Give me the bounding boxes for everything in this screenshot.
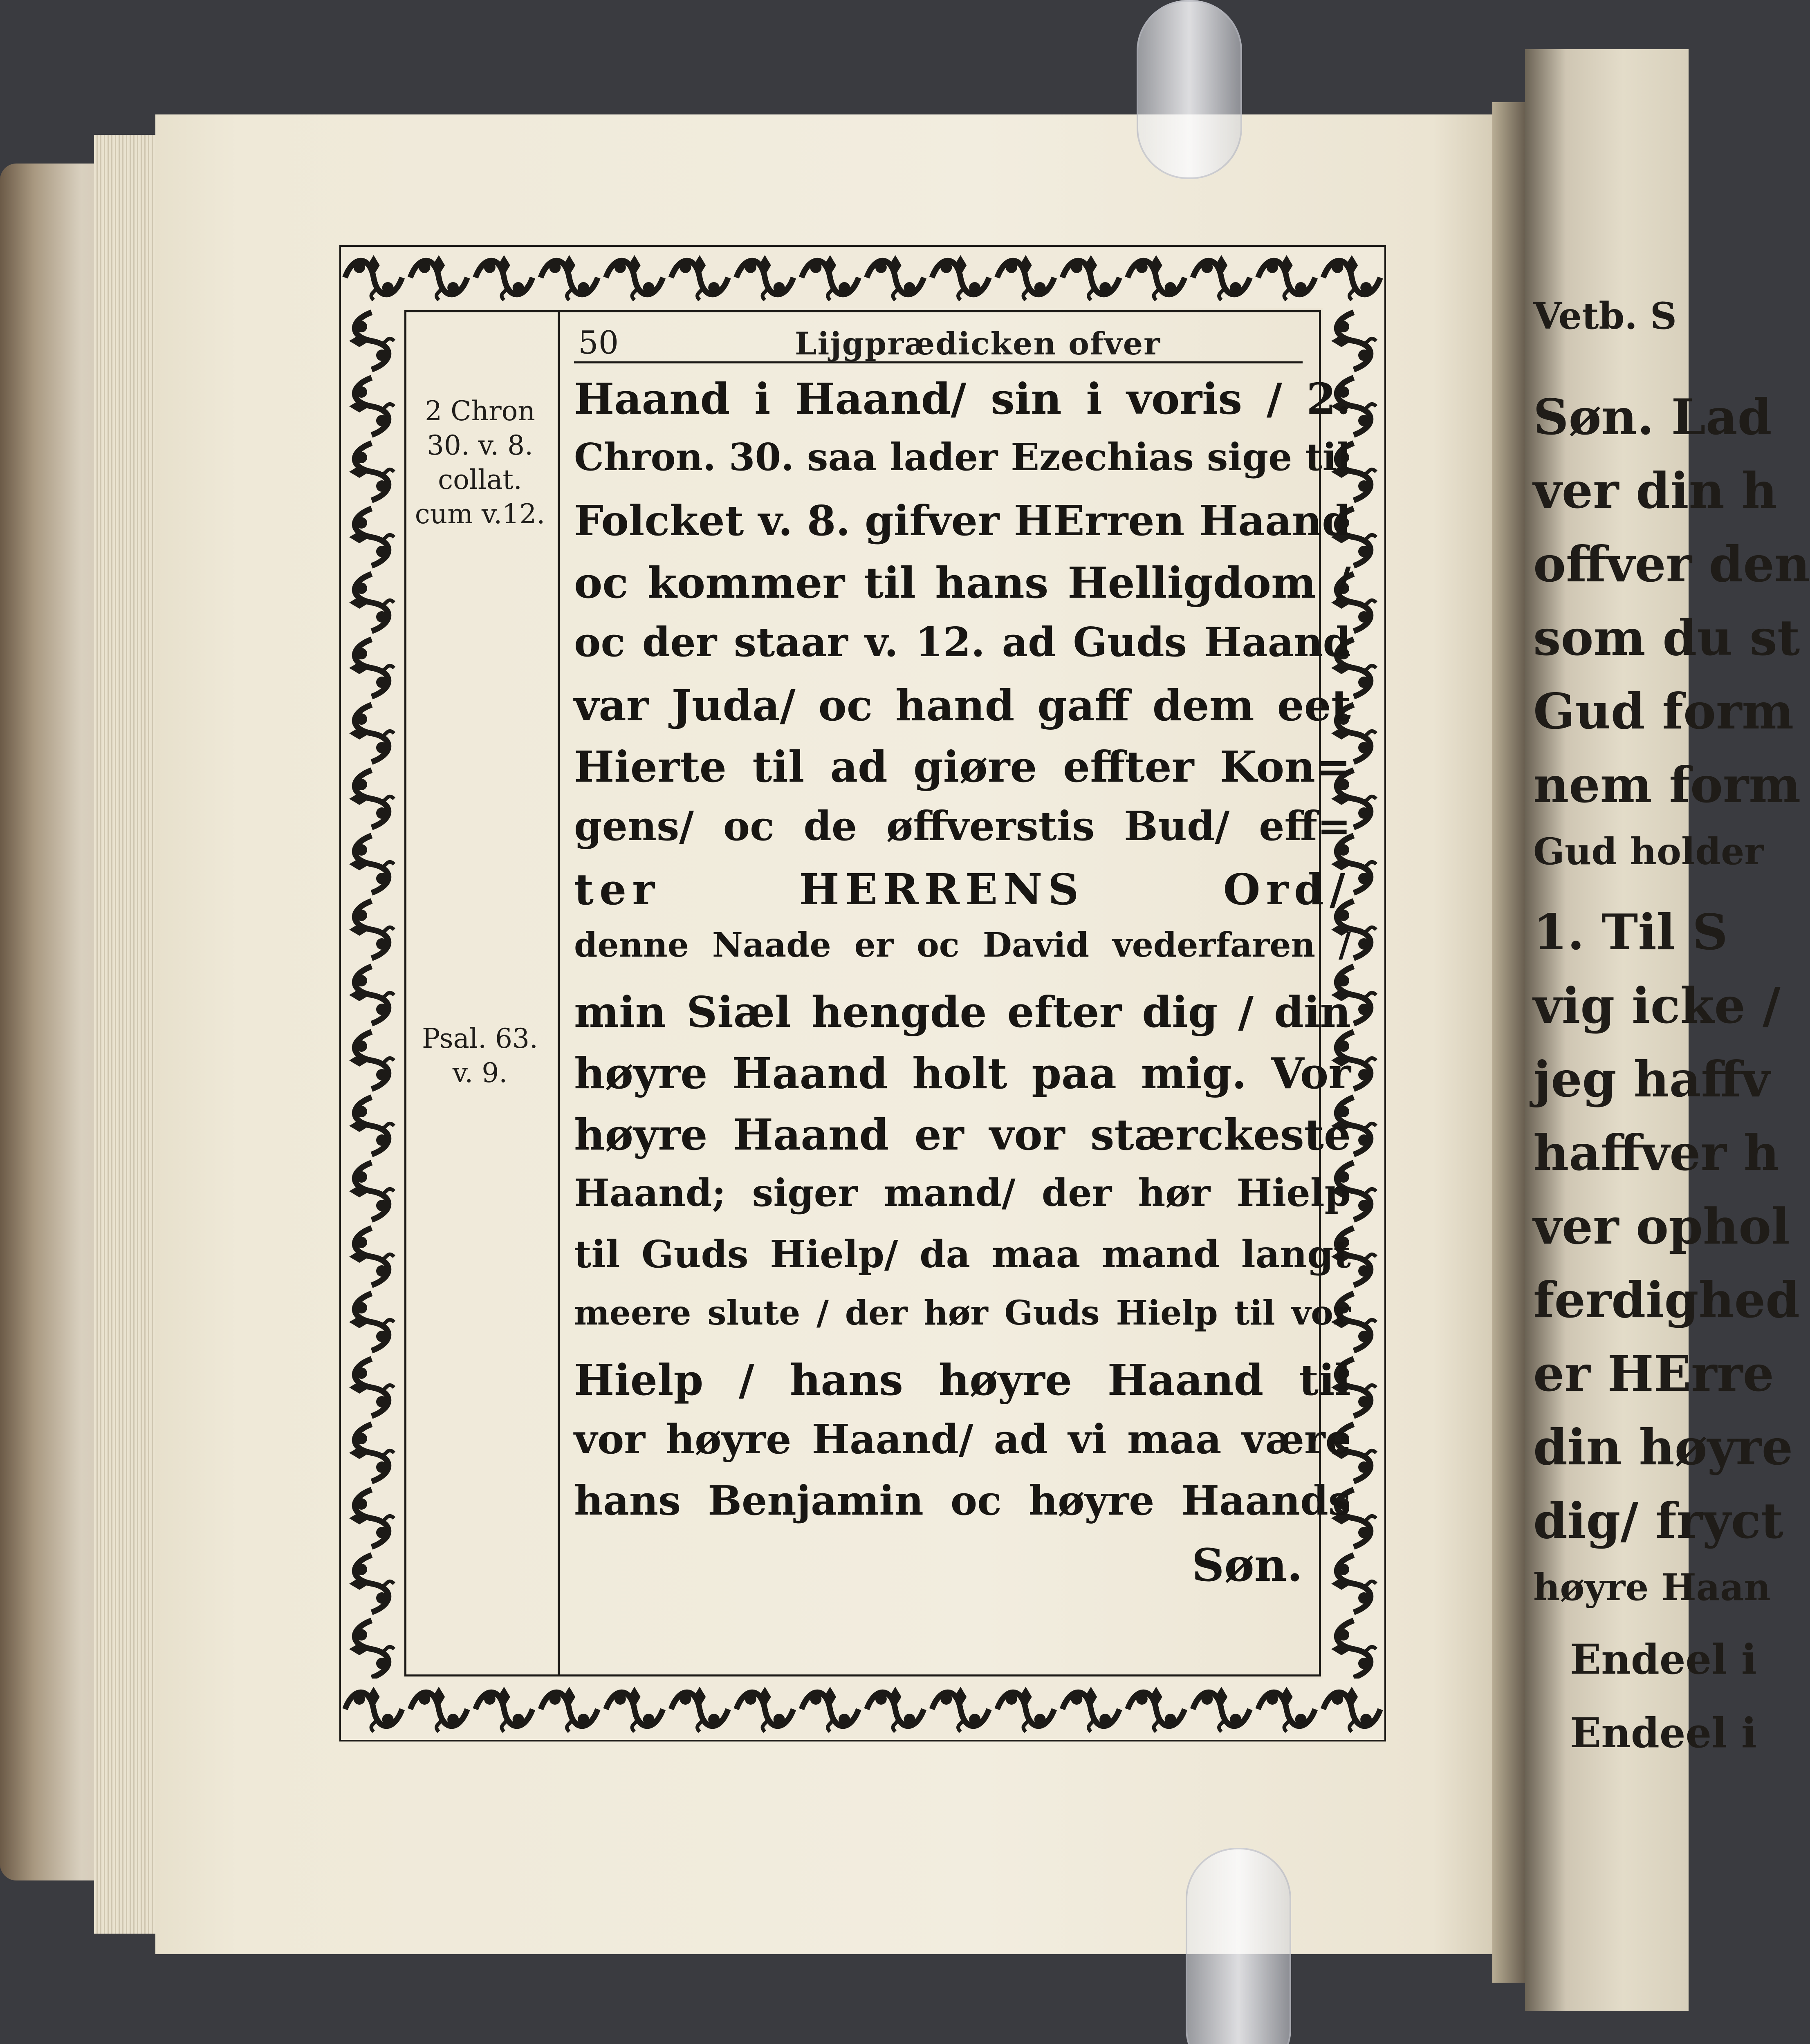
body-line: høyre Haand er vor stærckeste [574,1109,1351,1160]
margin-note: 2 Chron [425,395,535,427]
catchword: Søn. [1191,1539,1303,1591]
facing-page-line: vig icke / [1533,977,1781,1035]
facing-page-line: ferdighed [1533,1271,1800,1329]
body-line: denne Naade er oc David vederfaren / [574,926,1351,965]
body-line: Chron. 30. saa lader Ezechias sige til [574,435,1351,479]
page-clip-bottom [1186,1848,1291,2044]
body-line: min Siæl hengde efter dig / din [574,987,1351,1037]
facing-page-line: Endeel i [1570,1635,1757,1683]
margin-note: 30. v. 8. [426,430,534,461]
facing-page-line: Søn. Lad [1533,388,1772,446]
facing-page-line: dig/ fryct [1533,1492,1784,1550]
body-line: høyre Haand holt paa mig. Vor [574,1048,1351,1098]
body-line: ter HERRENS Ord/ [574,864,1351,914]
facing-page-line: nem form [1533,756,1801,814]
margin-note: Psal. 63. [422,1023,538,1054]
body-line: hans Benjamin oc høyre Haands [574,1477,1351,1524]
facing-page [1525,49,1810,2011]
body-line: vor høyre Haand/ ad vi maa være [574,1416,1351,1463]
facing-page-line: Endeel i [1570,1709,1757,1757]
body-line: Haand; siger mand/ der hør Hielp [574,1171,1351,1215]
facing-page-line: Gud holder [1533,830,1764,873]
facing-page-line: ver ophol [1533,1198,1790,1255]
facing-page-line: ver din h [1533,462,1777,520]
running-head [574,320,1303,363]
main-text-column [566,312,1351,1674]
facing-page-line: Vetb. S [1533,294,1677,338]
facing-page-line: din høyre [1533,1419,1793,1476]
facing-page-line: 1. Til S [1533,903,1728,961]
page-edges [94,135,159,1934]
facing-page-line: Gud form [1533,683,1794,740]
body-line: Folcket v. 8. gifver HErren Haand [574,496,1351,545]
ornament-border-left [341,308,402,1679]
facing-page-line: som du st [1533,609,1800,667]
facing-page-line: haffver h [1533,1124,1779,1182]
margin-note: v. 9. [452,1057,508,1089]
running-title: Lijgprædicken ofver [795,325,1161,362]
margin-note: cum v.12. [415,498,545,530]
body-line: oc kommer til hans Helligdom / [574,558,1351,608]
body-line: var Juda/ oc hand gaff dem eet [574,680,1351,731]
ornamental-frame [339,245,1386,1741]
body-line: gens/ oc de øffverstis Bud/ eff= [574,803,1351,850]
margin-note: collat. [438,464,522,495]
facing-page-line: offver den [1533,536,1810,593]
facing-page-line: høyre Haan [1533,1566,1771,1609]
page-clip-top [1137,0,1242,179]
facing-page-line: er HErre [1533,1345,1774,1403]
facing-page-line: jeg haffv [1533,1051,1770,1108]
body-line: Hielp / hans høyre Haand til [574,1355,1351,1405]
ornament-border-top [341,247,1384,308]
page-number: 50 [578,325,619,361]
body-line: meere slute / der hør Guds Hielp til vor [574,1293,1351,1333]
body-line: oc der staar v. 12. ad Guds Haand [574,619,1351,666]
text-block [404,310,1351,1676]
margin-column [406,312,560,1674]
ornament-border-bottom [341,1679,1384,1740]
body-line: Haand i Haand/ sin i voris / 2. [574,374,1351,424]
body-line: Hierte til ad giøre effter Kon= [574,742,1351,792]
body-line: til Guds Hielp/ da maa mand langt [574,1232,1351,1276]
